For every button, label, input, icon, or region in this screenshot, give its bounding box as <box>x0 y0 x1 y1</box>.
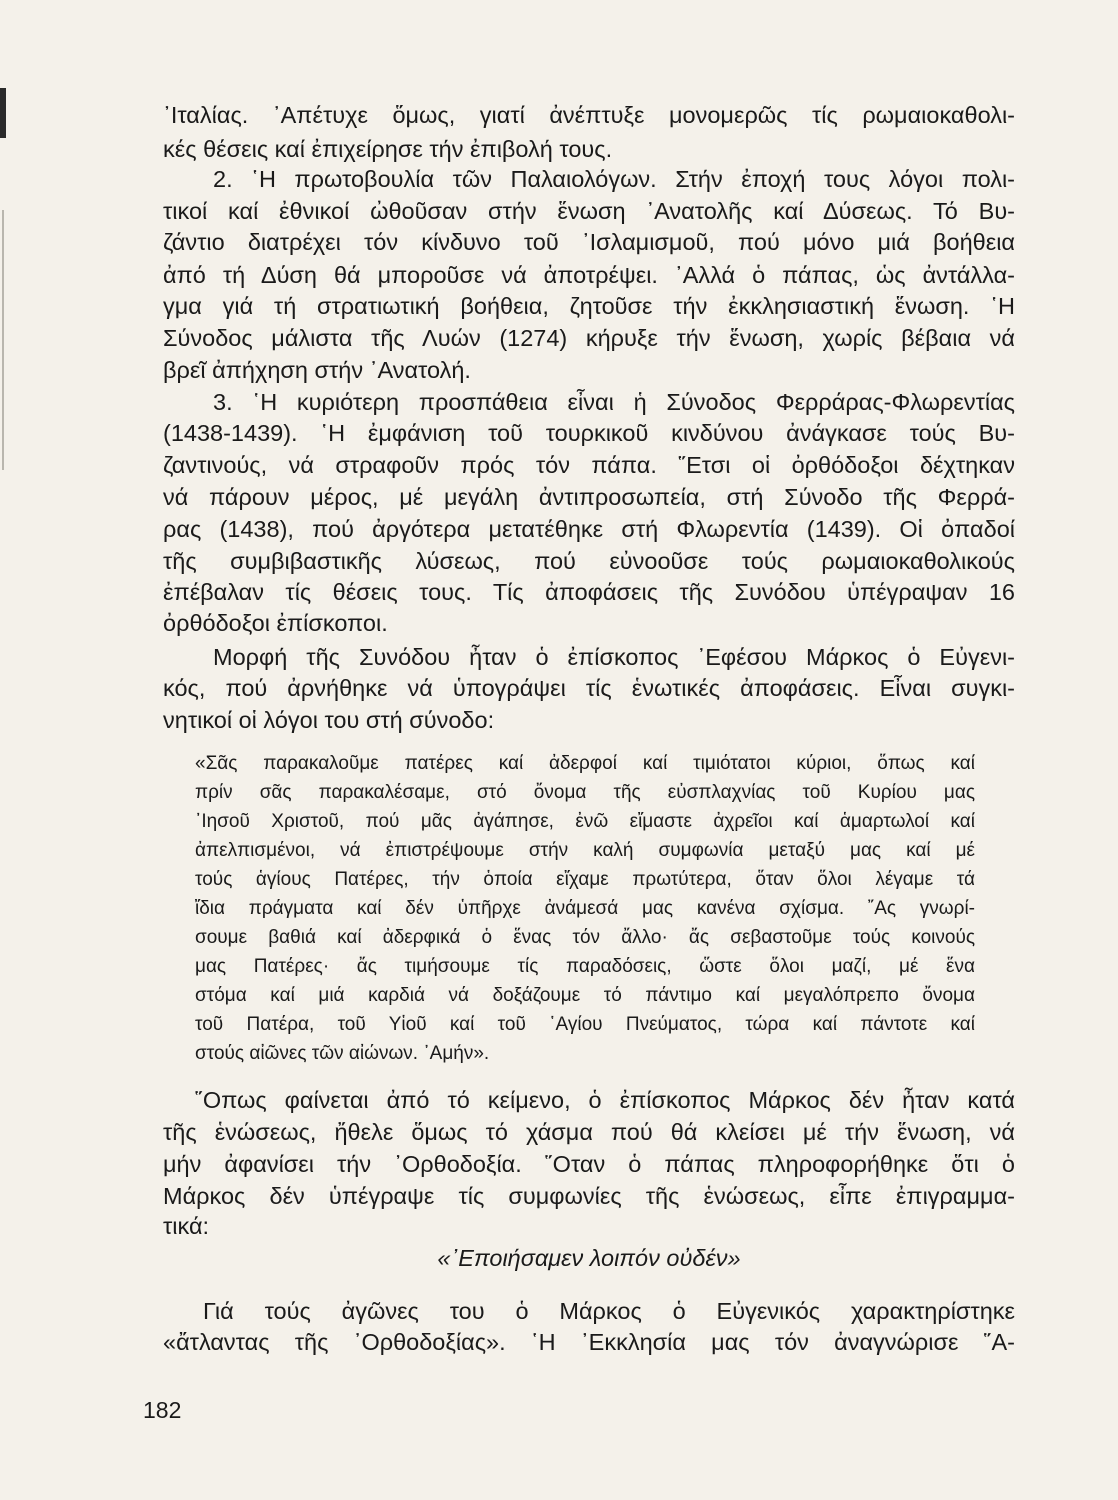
text-line: τῆς ἑνώσεως, ἤθελε ὅμως τό χάσμα πού θά κλείσει μέ τήν ἕνωση, νά <box>163 1119 1015 1145</box>
text-line: κός, πού ἀρνήθηκε νά ὑπογράψει τίς ἑνωτικές ἀποφάσεις. Εἶναι συγκι- <box>163 675 1015 701</box>
quote-line: σουμε βαθιά καί ἀδερφικά ὁ ἕνας τόν ἄλλο· ἄς σεβαστοῦμε τούς κοινούς <box>195 927 975 948</box>
quote-line: ᾿Ιησοῦ Χριστοῦ, πού μᾶς ἀγάπησε, ἐνῶ εἴμαστε ἀχρεῖοι καί ἁμαρτωλοί καί <box>195 811 975 832</box>
text-line: ὀρθόδοξοι ἐπίσκοποι. <box>163 610 388 636</box>
quote-line: μας Πατέρες· ἄς τιμήσουμε τίς παραδόσεις, ὥστε ὅλοι μαζί, μέ ἕνα <box>195 956 975 977</box>
quote-line: τοῦ Πατέρα, τοῦ Υἱοῦ καί τοῦ ῾Αγίου Πνεύματος, τώρα καί πάντοτε καί <box>195 1014 975 1035</box>
text-line: τικά: <box>163 1213 210 1239</box>
text-line: τικοί καί ἐθνικοί ὠθοῦσαν στήν ἕνωση ᾿Ανατολῆς καί Δύσεως. Τό Βυ- <box>163 198 1015 224</box>
text-line: ζάντιο διατρέχει τόν κίνδυνο τοῦ ᾿Ισλαμισμοῦ, πού μόνο μιά βοήθεια <box>163 229 1015 255</box>
epigram: «᾿Εποιήσαμεν λοιπόν οὐδέν» <box>437 1245 741 1271</box>
page-edge-mark <box>0 88 6 138</box>
text-line: Μάρκος δέν ὑπέγραψε τίς συμφωνίες τῆς ἑνώσεως, εἶπε ἐπιγραμμα- <box>163 1183 1015 1209</box>
text-line: κές θέσεις καί ἐπιχείρησε τήν ἐπιβολή τους. <box>163 136 613 162</box>
text-line: ἀπό τή Δύση θά μποροῦσε νά ἀποτρέψει. ᾿Αλλά ὁ πάπας, ὡς ἀντάλλα- <box>163 262 1015 288</box>
quote-line: στούς αἰῶνες τῶν αἰώνων. ᾿Αμήν». <box>195 1043 490 1064</box>
text-line: ρας (1438), πού ἀργότερα μετατέθηκε στή Φλωρεντία (1439). Οἱ ὀπαδοί <box>163 516 1015 542</box>
text-line: 3. ῾Η κυριότερη προσπάθεια εἶναι ἡ Σύνοδος Φερράρας-Φλωρεντίας <box>213 389 1015 415</box>
text-line: τῆς συμβιβαστικῆς λύσεως, πού εὐνοοῦσε τούς ρωμαιοκαθολικούς <box>163 548 1015 574</box>
text-line: νά πάρουν μέρος, μέ μεγάλη ἀντιπροσωπεία, στή Σύνοδο τῆς Φερρά- <box>163 484 1015 510</box>
text-line: Μορφή τῆς Συνόδου ἦταν ὁ ἐπίσκοπος ᾿Εφέσου Μάρκος ὁ Εὐγενι- <box>213 644 1015 670</box>
quote-line: «Σᾶς παρακαλοῦμε πατέρες καί ἀδερφοί καί τιμιότατοι κύριοι, ὅπως καί <box>195 753 975 774</box>
quote-line: ἴδια πράγματα καί δέν ὑπῆρχε ἀνάμεσά μας κανένα σχίσμα. ῎Ας γνωρί- <box>195 898 975 919</box>
page-number: 182 <box>143 1397 182 1423</box>
text-line: 2. ῾Η πρωτοβουλία τῶν Παλαιολόγων. Στήν ἐποχή τους λόγοι πολι- <box>213 166 1015 192</box>
text-line: ἐπέβαλαν τίς θέσεις τους. Τίς ἀποφάσεις τῆς Συνόδου ὑπέγραψαν 16 <box>163 579 1015 605</box>
text-line: ζαντινούς, νά στραφοῦν πρός τόν πάπα. ῞Ετσι οἱ ὀρθόδοξοι δέχτηκαν <box>163 452 1015 478</box>
text-line: ᾿Ιταλίας. ᾿Απέτυχε ὅμως, γιατί ἀνέπτυξε μονομερῶς τίς ρωμαιοκαθολι- <box>163 102 1015 128</box>
text-line: Σύνοδος μάλιστα τῆς Λυών (1274) κήρυξε τήν ἕνωση, χωρίς βέβαια νά <box>163 325 1015 351</box>
text-line: νητικοί οἱ λόγοι του στή σύνοδο: <box>163 707 495 733</box>
quote-line: στόμα καί μιά καρδιά νά δοξάζουμε τό πάντιμο καί μεγαλόπρεπο ὄνομα <box>195 985 975 1006</box>
text-line: (1438-1439). ῾Η ἐμφάνιση τοῦ τουρκικοῦ κινδύνου ἀνάγκασε τούς Βυ- <box>163 420 1015 446</box>
text-line: γμα γιά τή στρατιωτική βοήθεια, ζητοῦσε τήν ἐκκλησιαστική ἕνωση. ῾Η <box>163 293 1015 319</box>
quote-line: τούς ἁγίους Πατέρες, τήν ὁποία εἴχαμε πρωτύτερα, ὅταν ὅλοι λέγαμε τά <box>195 869 975 890</box>
text-line: ῞Οπως φαίνεται ἀπό τό κείμενο, ὁ ἐπίσκοπος Μάρκος δέν ἦταν κατά <box>195 1087 1015 1113</box>
quote-line: ἀπελπισμένοι, νά ἐπιστρέψουμε στήν καλή συμφωνία μεταξύ μας καί μέ <box>195 840 975 861</box>
text-line: μήν ἀφανίσει τήν ᾿Ορθοδοξία. ῞Οταν ὁ πάπας πληροφορήθηκε ὅτι ὁ <box>163 1151 1015 1177</box>
quote-line: πρίν σᾶς παρακαλέσαμε, στό ὄνομα τῆς εὐσπλαχνίας τοῦ Κυρίου μας <box>195 782 975 803</box>
page-edge-shadow <box>2 210 4 470</box>
text-line: Γιά τούς ἀγῶνες του ὁ Μάρκος ὁ Εὐγενικός χαρακτηρίστηκε <box>203 1298 1015 1324</box>
text-line: «ἄτλαντας τῆς ᾿Ορθοδοξίας». ῾Η ᾿Εκκλησία μας τόν ἀναγνώρισε ῞Α- <box>163 1329 1015 1355</box>
text-line: βρεῖ ἀπήχηση στήν ᾿Ανατολή. <box>163 357 471 383</box>
